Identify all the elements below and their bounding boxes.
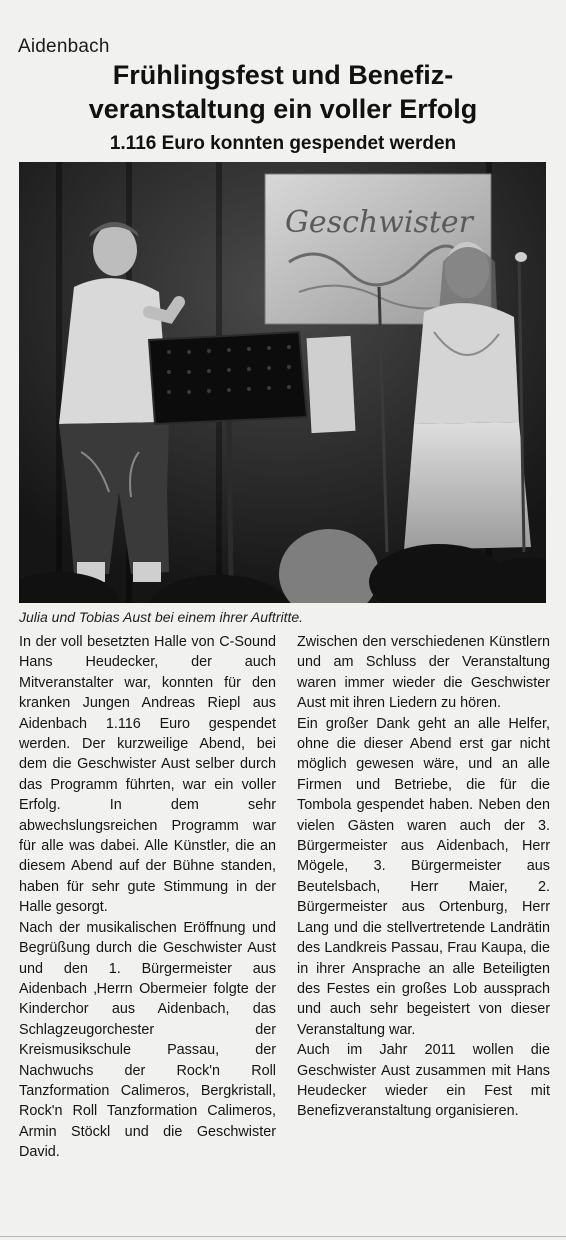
banner-text: Geschwister (284, 205, 474, 240)
dateline-place: Aidenbach (18, 36, 110, 57)
paragraph: Zwischen den verschiedenen Künstlern und am Schluss der Veranstaltung waren immer wieder die Geschwister Aust mit ihren Liedern zu hören. (297, 634, 550, 712)
headline-line-1: Frühlingsfest und Benefiz- (112, 60, 454, 90)
paragraph: Ein großer Dank geht an alle Helfer, ohne die dieser Abend erst gar nicht möglich gewesen wäre, und an alle Firmen und Betriebe, die für die Tombola gespendet haben. Neben den vielen Gästen waren auch der 3. Bürgermeister aus Aidenbach, Herr Mögele, 3. Bürgermeister aus Beutelsbach, Herr Maier, 2. Bürgermeister aus Ortenburg, Herr Lang und die stellvertretende Landrätin des Landkreis Passau, Frau Kaupa, die in ihrer Ansprache an alle Beteiligten des Festes ein großes Lob aussprach und auch sehr begeistert von dieser Veranstaltung war. (297, 715, 550, 1038)
bottom-divider (0, 1236, 566, 1237)
stage-photo (19, 162, 546, 603)
paragraph: Auch im Jahr 2011 wollen die Geschwister Aust zusammen mit Hans Heudecker wieder ein Fest mit Benefizveranstaltung organisieren. (297, 1042, 550, 1120)
subheadline: 1.116 Euro konnten gespendet werden (109, 133, 457, 154)
paragraph: In der voll besetzten Halle von C-Sound Hans Heudecker, der auch Mitveranstalter war, konnten für den kranken Jungen Andreas Riepl aus Aidenbach 1.116 Euro gespendet werden. Der kurzweilige Abend, bei dem die Geschwister Aust selber durch das Programm führten, war ein voller Erfolg. In dem sehr abwechslungsreichen Programm war für alle was dabei. Alle Künstler, die an diesem Abend auf der Bühne standen, haben für sehr gute Stimmung in der Halle gesorgt. (19, 634, 276, 916)
photo-caption: Julia und Tobias Aust bei einem ihrer Auftritte. (19, 609, 304, 625)
body-column-left (19, 632, 276, 1163)
stage-photo-illustration (19, 162, 546, 603)
headline-line-2: veranstaltung ein voller Erfolg (88, 94, 478, 124)
paragraph: Nach der musikalischen Eröffnung und Begrüßung durch die Geschwister Aust und den 1. Bürgermeister aus Aidenbach ‚Herrn Obermeier folgte der Kinderchor aus Aidenbach, das Schlagzeugorchester der Kreismusikschule Passau, der Nachwuchs der Rock'n Roll Tanzformation Calimeros, Bergkristall, Rock'n Roll Tanzformation Calimeros, Armin Stöckl und die Geschwister David. (19, 919, 276, 1161)
body-column-right (297, 632, 550, 1122)
